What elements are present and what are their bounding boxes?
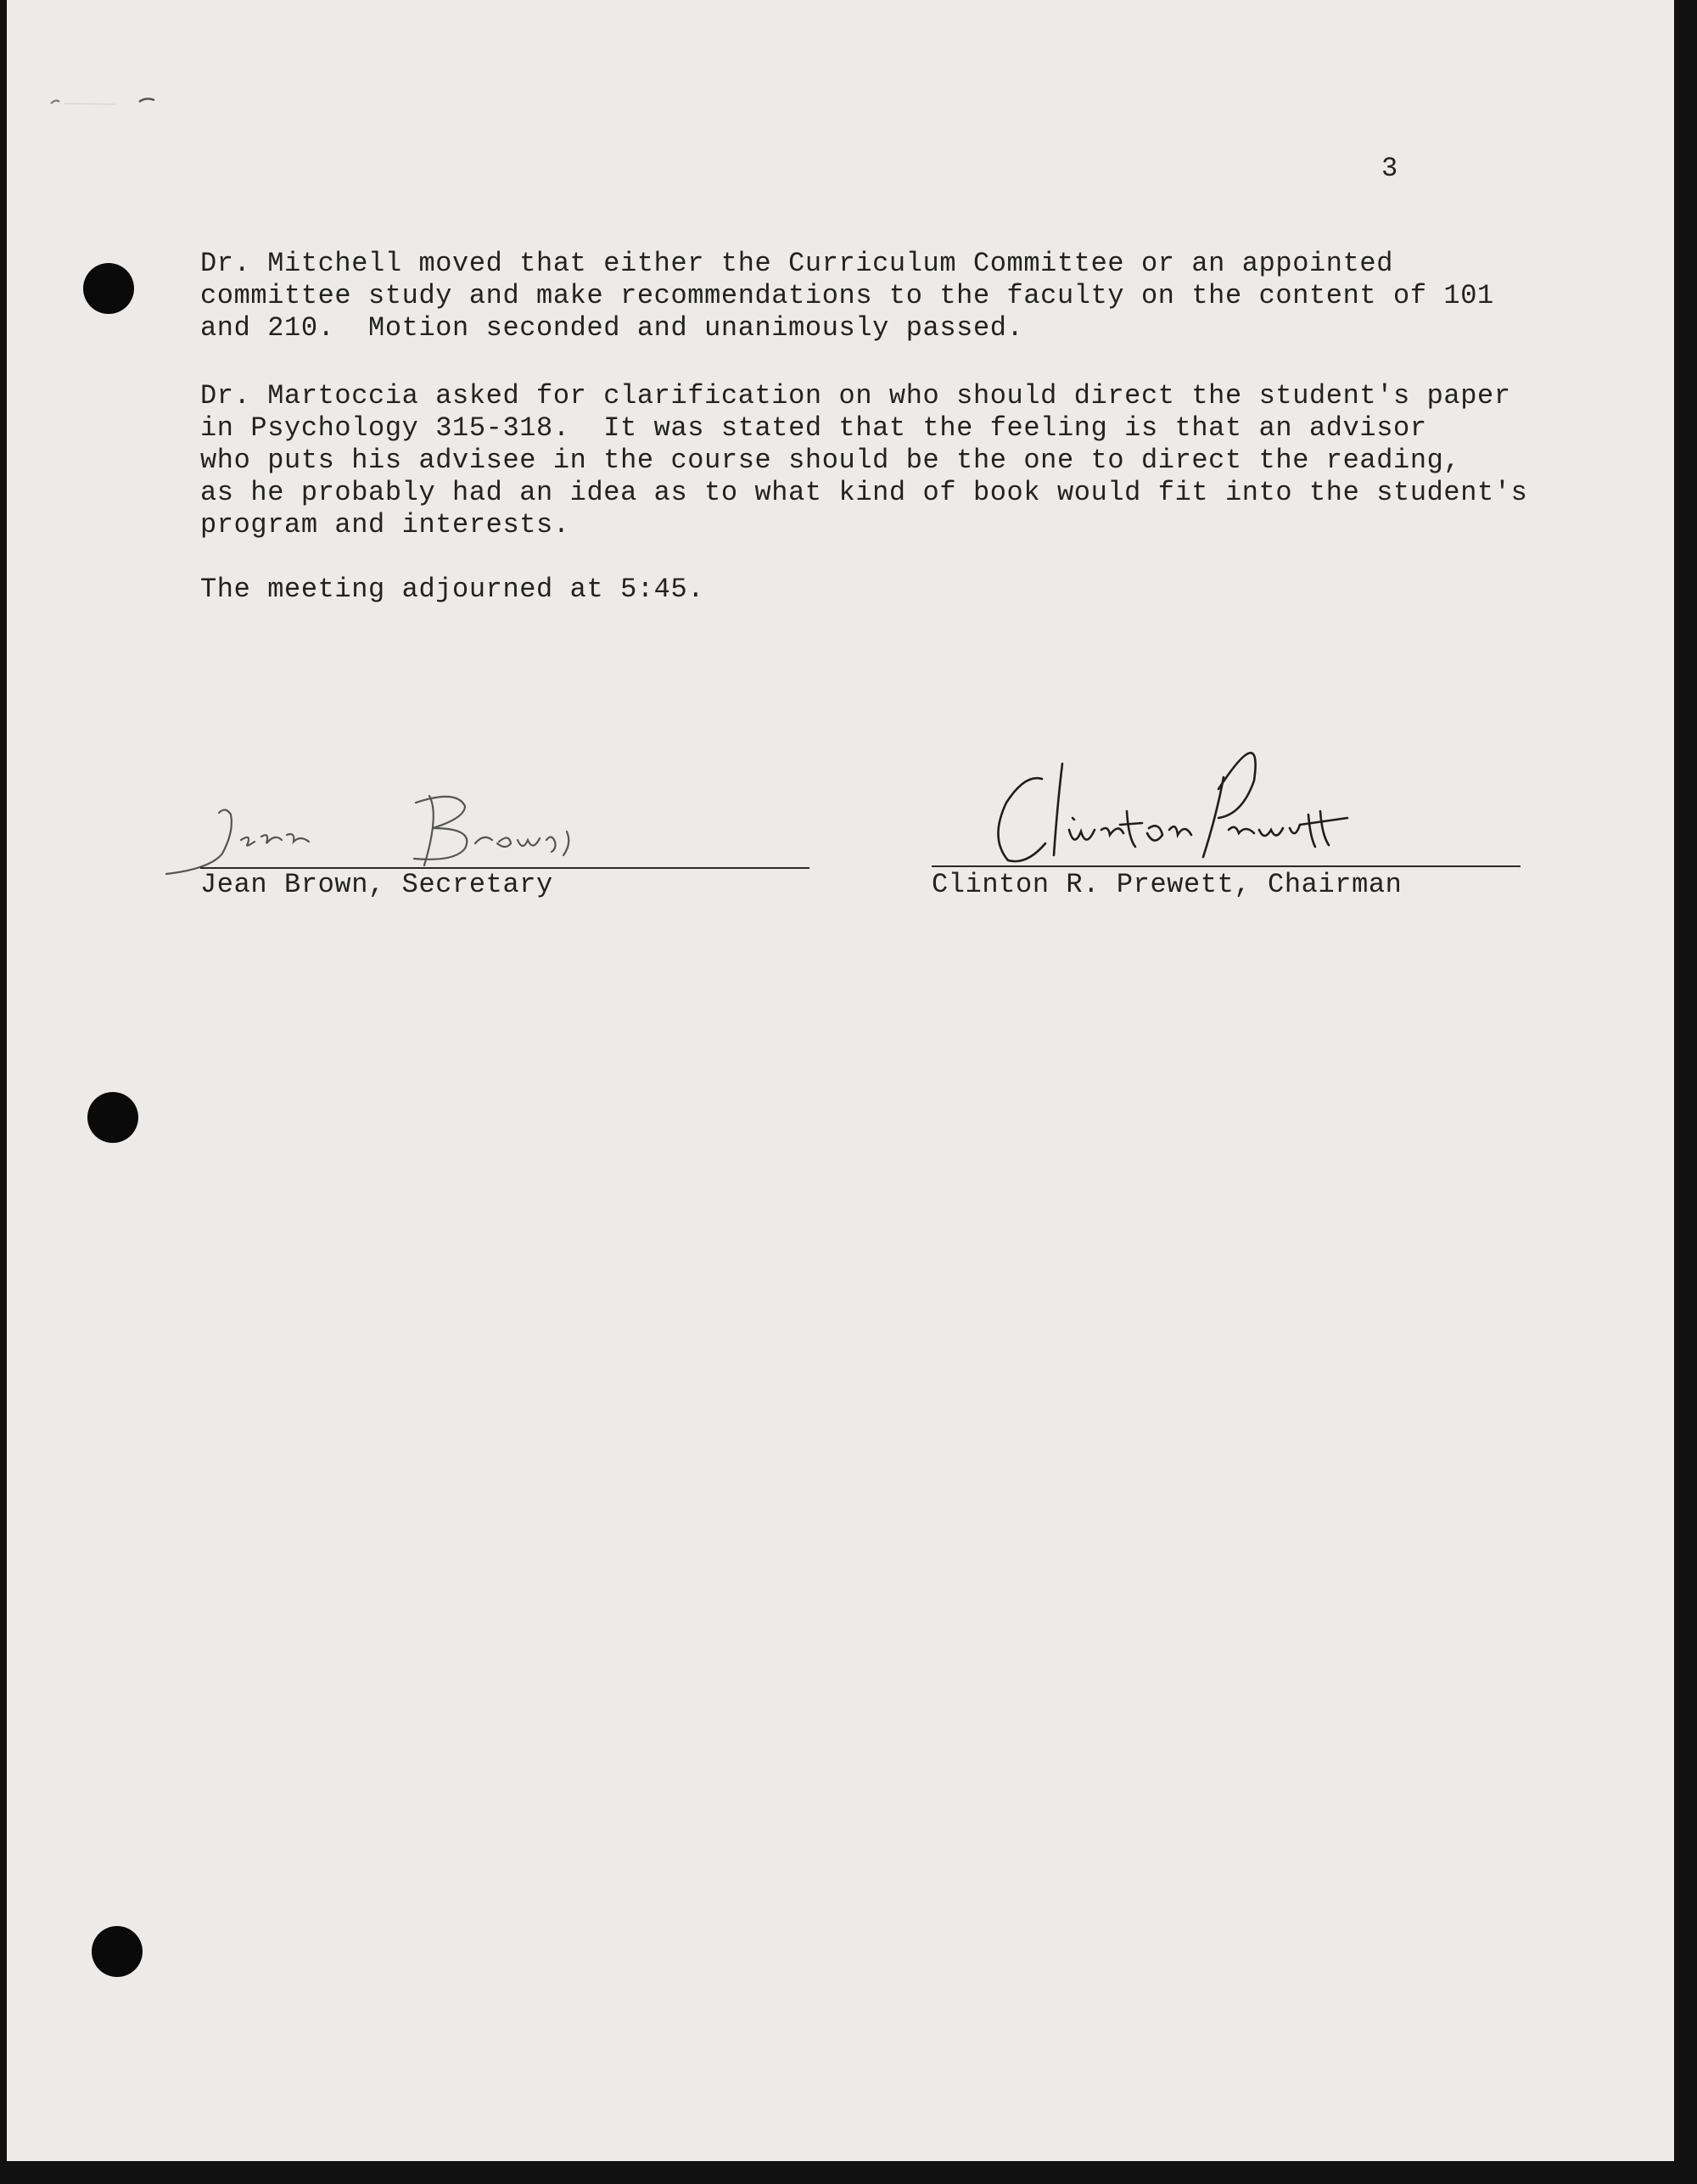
punch-hole bbox=[92, 1926, 143, 1977]
signature-line-right bbox=[932, 865, 1521, 867]
page-number: 3 bbox=[1381, 153, 1398, 184]
paragraph-clarification: Dr. Martoccia asked for clarification on who should direct the student's paper in Psychology 315-318. It was stated that the feeling is that an advisor who puts his advisee in the course should be the one to direct the reading, as he probably had an idea as to what kind of book would fit into the student's program and interests. bbox=[200, 380, 1528, 540]
punch-hole bbox=[87, 1092, 138, 1143]
signature-name-secretary: Jean Brown, Secretary bbox=[200, 869, 553, 900]
signature-clinton-prewett bbox=[974, 730, 1449, 874]
punch-hole bbox=[83, 263, 134, 314]
document-page bbox=[7, 0, 1674, 2161]
paragraph-motion: Dr. Mitchell moved that either the Curriculum Committee or an appointed committee study and make recommendations to the faculty on the content of 101 and 210. Motion seconded and unanimously passed. bbox=[200, 248, 1494, 344]
signature-name-chairman: Clinton R. Prewett, Chairman bbox=[932, 869, 1403, 900]
paragraph-adjournment: The meeting adjourned at 5:45. bbox=[200, 574, 705, 605]
paper-mark bbox=[48, 92, 166, 117]
